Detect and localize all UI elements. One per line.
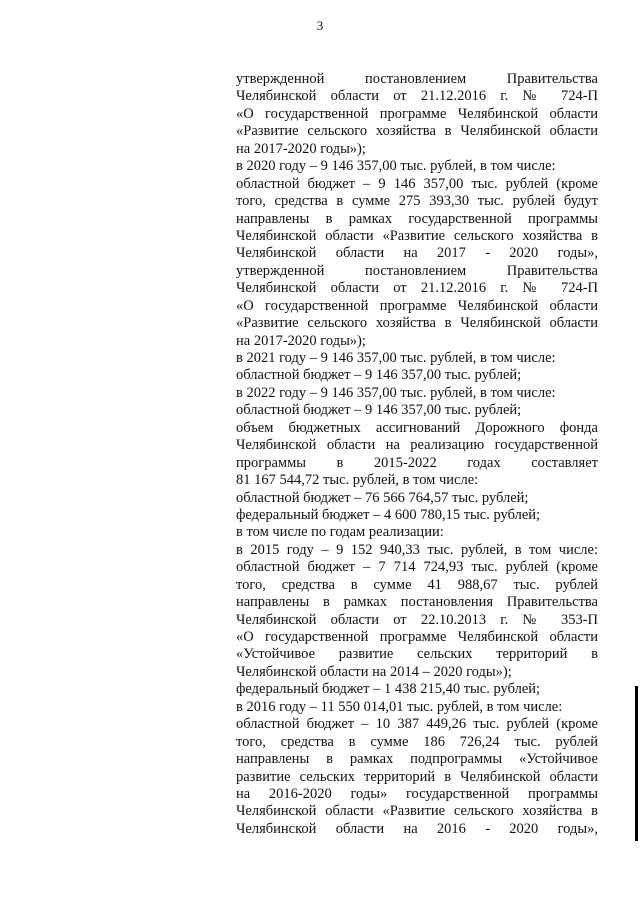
text-line: того, средства в сумме 275 393,30 тыс. рублей будут — [236, 193, 598, 210]
text-line: Челябинской области «Развитие сельского хозяйства в — [236, 803, 598, 820]
text-line: направлены в рамках постановления Правительства — [236, 594, 598, 611]
text-line: в 2020 году – 9 146 357,00 тыс. рублей, в том числе: — [236, 158, 556, 175]
text-line: того, средства в сумме 186 726,24 тыс. рублей — [236, 733, 598, 750]
text-line: Челябинской области от 21.12.2016 г. № 724-П — [236, 88, 598, 105]
text-line: Челябинской области на 2014 – 2020 годы»); — [236, 663, 512, 680]
text-line: областной бюджет – 9 146 357,00 тыс. рублей; — [236, 402, 522, 419]
text-line: областной бюджет – 9 146 357,00 тыс. рублей; — [236, 367, 522, 384]
text-line: Челябинской области на реализацию государственной — [236, 437, 598, 454]
text-line: 81 167 544,72 тыс. рублей, в том числе: — [236, 472, 479, 489]
text-line: областной бюджет – 9 146 357,00 тыс. рублей (кроме — [236, 175, 598, 192]
text-line: «О государственной программе Челябинской области — [236, 105, 598, 122]
text-line: в 2015 году – 9 152 940,33 тыс. рублей, в том числе: — [236, 541, 598, 558]
text-line: объем бюджетных ассигнований Дорожного фонда — [236, 419, 598, 436]
page-number: 3 — [316, 18, 324, 33]
scan-edge-mark — [635, 686, 638, 841]
text-line: направлены в рамках подпрограммы «Устойчивое — [236, 751, 598, 768]
text-line: областной бюджет – 76 566 764,57 тыс. рублей; — [236, 489, 529, 506]
text-line: развитие сельских территорий в Челябинской области — [236, 768, 598, 785]
text-line: направлены в рамках государственной программы — [236, 210, 598, 227]
text-line: в 2022 году – 9 146 357,00 тыс. рублей, в том числе: — [236, 384, 556, 401]
text-line: Челябинской области «Развитие сельского хозяйства в — [236, 227, 598, 244]
text-line: утвержденной постановлением Правительства — [236, 71, 598, 87]
text-line: «О государственной программе Челябинской области — [236, 297, 598, 314]
text-line: областной бюджет – 7 714 724,93 тыс. рублей (кроме — [236, 559, 598, 576]
text-line: федеральный бюджет – 4 600 780,15 тыс. рублей; — [236, 506, 541, 523]
text-line: Челябинской области на 2016 - 2020 годы», — [236, 820, 598, 837]
text-line: «Развитие сельского хозяйства в Челябинской области — [236, 123, 598, 140]
text-line: программы в 2015-2022 годах составляет — [236, 454, 598, 471]
text-line: в том числе по годам реализации: — [236, 524, 444, 541]
text-line: того, средства в сумме 41 988,67 тыс. рублей — [236, 576, 598, 593]
text-line: Челябинской области от 22.10.2013 г. № 353-П — [236, 611, 598, 628]
text-line: Челябинской области от 21.12.2016 г. № 724-П — [236, 280, 598, 297]
text-line: на 2017-2020 годы»); — [236, 332, 366, 349]
text-line: областной бюджет – 10 387 449,26 тыс. рублей (кроме — [236, 716, 598, 733]
text-line: утвержденной постановлением Правительства — [236, 262, 598, 279]
body-text — [236, 71, 598, 838]
text-line: на 2017-2020 годы»); — [236, 140, 366, 157]
text-line: федеральный бюджет – 1 438 215,40 тыс. рублей; — [236, 681, 541, 698]
text-line: «О государственной программе Челябинской области — [236, 629, 598, 645]
text-line: на 2016-2020 годы» государственной программы — [236, 785, 598, 802]
text-line: «Развитие сельского хозяйства в Челябинской области — [236, 315, 598, 332]
text-line: Челябинской области на 2017 - 2020 годы», — [236, 245, 598, 262]
text-line: в 2021 году – 9 146 357,00 тыс. рублей, в том числе: — [236, 350, 556, 366]
text-line: «Устойчивое развитие сельских территорий в — [236, 646, 598, 663]
text-line: в 2016 году – 11 550 014,01 тыс. рублей, в том числе: — [236, 698, 563, 715]
